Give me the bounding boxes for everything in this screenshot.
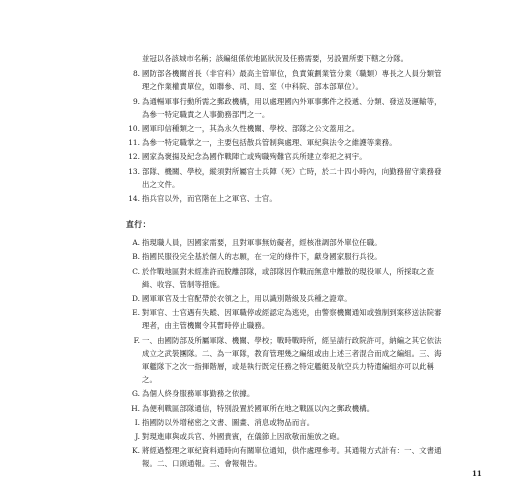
list-item: 13. 部隊、機關、學校，縱須對所屬官士兵陣（死）亡時，於二十四小時內，向勤務留守業務發出之文件。 — [128, 166, 442, 189]
list-item: C. 於作戰地區對未經准許而脫離部隊，或部隊因作戰而無意中離散的現役軍人，所採取之查緝、收容、管制等措施。 — [132, 266, 435, 289]
page-number: 11 — [472, 469, 482, 478]
horizontal-clues-list — [126, 67, 444, 205]
list-item: H. 為便利戰區部隊通信，特別設置於國軍所在地之戰區以內之郵政機構。 — [131, 403, 375, 413]
page-content — [126, 52, 444, 472]
list-item: E. 對軍官、士官遇有失蹤、因軍職停或經認定為逃兇，由警察機關通知或強制到案移送法院審理者，由主管機關令其暫時停止職務。 — [132, 308, 442, 331]
intro-paragraph: 並冠以各該城市名稱；該編組係依地區狀況及任務需要，另設置所要下轄之分隊。 — [142, 54, 409, 63]
list-item: G. 為個人終身服務軍事勤務之依據。 — [132, 389, 255, 399]
section-heading: 直行： — [126, 220, 151, 230]
list-item: J. 對現進庫與或兵官、外國貴賓，在儀節上因欲敬而施放之砲。 — [135, 432, 345, 442]
list-item: B. 指國民服役完全基於個人的志願，在一定的條件下，獻身國家服行兵役。 — [132, 252, 382, 262]
list-item: K. 將經過整理之軍紀資料通時向有關單位通知，供作處理參考。其通報方式計有：一、文書通報。二、口頭通報。三、會報報告。 — [132, 446, 442, 469]
list-item: F. 一、由國防部及所屬軍隊、機關、學校；戰時戰時所，經呈請行政院許可，納編之其它依法成立之武裝團隊。二、為一軍隊，教育管理幾之編組或由上述三者混合而成之編組。三、海軍艦隊下之次一指揮階層，或是執行既定任務之特定艦艇及航空兵力特遣編組亦可以此稱之。 — [133, 335, 442, 385]
list-item: I. 指國防以外增秘密之文書、圖畫、消息或物品而言。 — [134, 417, 315, 427]
list-item: 10. 國軍印信種類之一，其為永久性機關、學校、部隊之公文蓋用之。 — [128, 124, 360, 134]
list-item: 8. 國防部各機關首長（非官科）最高主管單位，負責策劃業管分業（職類）專長之人員分類管理之作業權責單位，如聯參、司、局、室（中科院、部本部單位）。 — [132, 69, 442, 92]
list-item: D. 國軍軍官及士官配帶於衣領之上，用以識別階級及兵種之證章。 — [131, 294, 352, 304]
list-item: 14. 指兵官以外，而官階在上之軍官、士官。 — [128, 194, 277, 204]
vertical-clues-list — [126, 236, 444, 470]
list-item: 12. 國家為褒揚及紀念為國作戰陣亡或殉職殉難官兵所建立奉祀之祠宇。 — [128, 152, 367, 162]
list-item: A. 指現職人員，因國家需要，且對軍事無妨礙者，經核准調部外單位任職。 — [132, 238, 382, 248]
list-item: 9. 為通暢軍事行動所需之郵政機構，用以處理國內外軍事郵件之投遞、分類、發送及運輸等，為參一特定職責之人事勤務部門之一。 — [132, 96, 442, 119]
list-item: 11. 為參一特定職掌之一，主要包括散兵管制與處理、軍紀與法令之維護等業務。 — [128, 138, 397, 148]
